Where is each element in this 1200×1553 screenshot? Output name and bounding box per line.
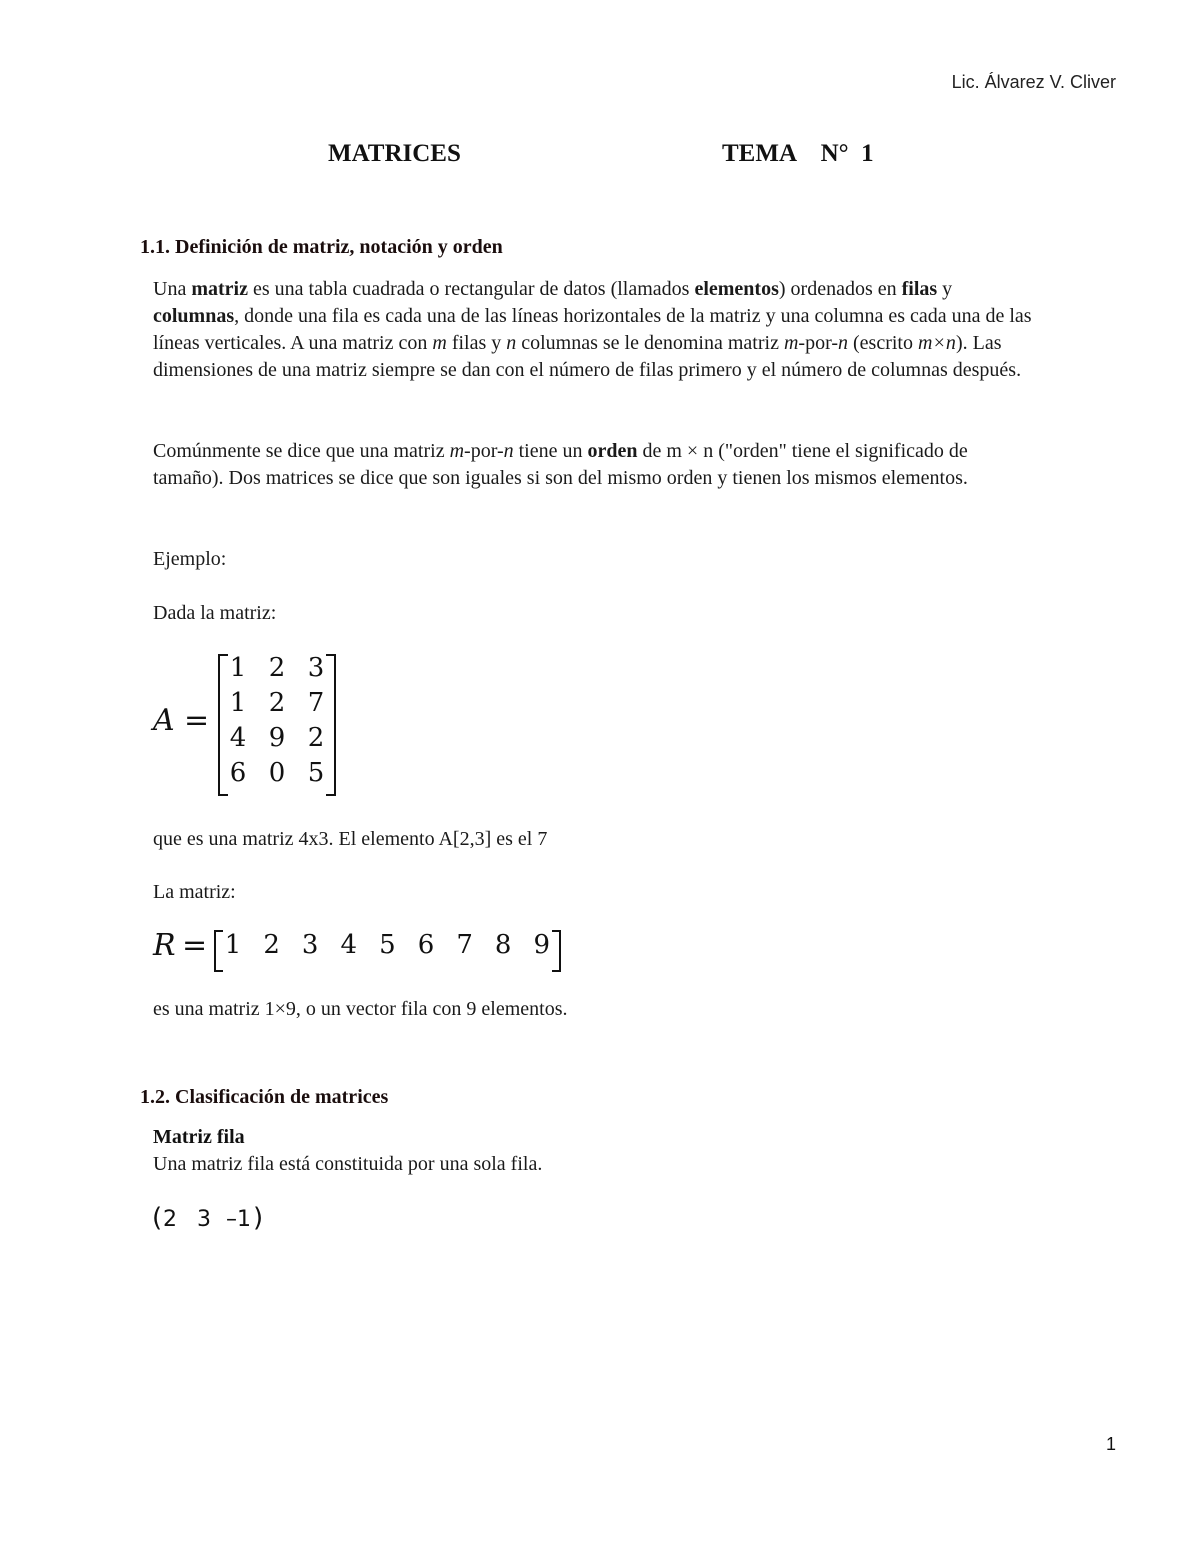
topic-number: TEMA N° 1 — [722, 140, 874, 167]
matrix-r-label: La matriz: — [153, 881, 236, 903]
matrix-a-cell: 3 — [307, 653, 325, 683]
matrix-r-description: es una matriz 1×9, o un vector fila con 9 elementos. — [153, 998, 568, 1020]
matrix-a-description: que es una matriz 4x3. El elemento A[2,3] es el 7 — [153, 828, 548, 850]
matrix-a-cell: 5 — [307, 758, 325, 788]
matrix-r-name: R — [153, 928, 176, 963]
matrix-r-cell: 8 — [494, 930, 512, 960]
row-matrix-cell: 2 — [163, 1207, 177, 1232]
row-matrix-cell: 3 — [197, 1207, 211, 1232]
matrix-a-cell: 2 — [307, 723, 325, 753]
matrix-a-cell: 1 — [229, 688, 247, 718]
matrix-a-equals: = — [184, 703, 210, 738]
page-number: 1 — [1105, 1434, 1116, 1454]
order-paragraph: Comúnmente se dice que una matriz m-por-n tiene un orden de m × n ("orden" tiene el significado de tamaño). Dos matrices se dice que son iguales si son del mismo orden y tienen los mismos elementos. — [153, 440, 968, 489]
matrix-r-cell: 4 — [340, 930, 358, 960]
page-title: MATRICES — [328, 140, 461, 167]
matrix-r-cell: 6 — [417, 930, 435, 960]
open-paren: ( — [152, 1203, 163, 1233]
row-matrix-cell: –1 — [226, 1207, 251, 1232]
matrix-a-cell: 0 — [268, 758, 286, 788]
matrix-a-cell: 9 — [268, 723, 286, 753]
definition-paragraph: Una matriz es una tabla cuadrada o rectangular de datos (llamados elementos) ordenados en filas y columnas, donde una fila es cada una de las líneas horizontales de la matriz y una columna es cada una de las líneas verticales. A una matriz con m filas y n columnas se le denomina matriz m-por-n (escrito m×n). Las dimensiones de una matriz siempre se dan con el número de filas primero y el número de columnas después. — [153, 278, 1032, 381]
subheading-row-matrix: Matriz fila — [153, 1126, 245, 1148]
example-label: Ejemplo: — [153, 548, 227, 570]
matrix-a-cell: 4 — [229, 723, 247, 753]
matrix-r-equals: = — [182, 928, 208, 963]
matrix-r-cell: 2 — [263, 930, 280, 960]
matrix-r-cell: 7 — [456, 930, 473, 960]
matrix-a-cell: 1 — [229, 653, 247, 683]
matrix-a-cell: 6 — [229, 758, 247, 788]
section-heading-2: 1.2. Clasificación de matrices — [140, 1086, 389, 1108]
matrix-a-cell: 7 — [307, 688, 325, 718]
matrix-a-cell: 2 — [268, 653, 286, 683]
matrix-r-cell: 1 — [224, 930, 242, 960]
author-header: Lic. Álvarez V. Cliver — [951, 72, 1116, 92]
row-matrix-description: Una matriz fila está constituida por una sola fila. — [153, 1153, 543, 1175]
matrix-r-cell: 3 — [301, 930, 319, 960]
matrix-r-cell: 9 — [533, 930, 551, 960]
matrix-a-name: A — [153, 703, 175, 738]
section-heading-1: 1.1. Definición de matriz, notación y orden — [140, 236, 503, 258]
given-matrix-label: Dada la matriz: — [153, 602, 277, 624]
matrix-r-cell: 5 — [379, 930, 396, 960]
matrix-a-cell: 2 — [268, 688, 286, 718]
close-paren: ) — [253, 1203, 264, 1233]
